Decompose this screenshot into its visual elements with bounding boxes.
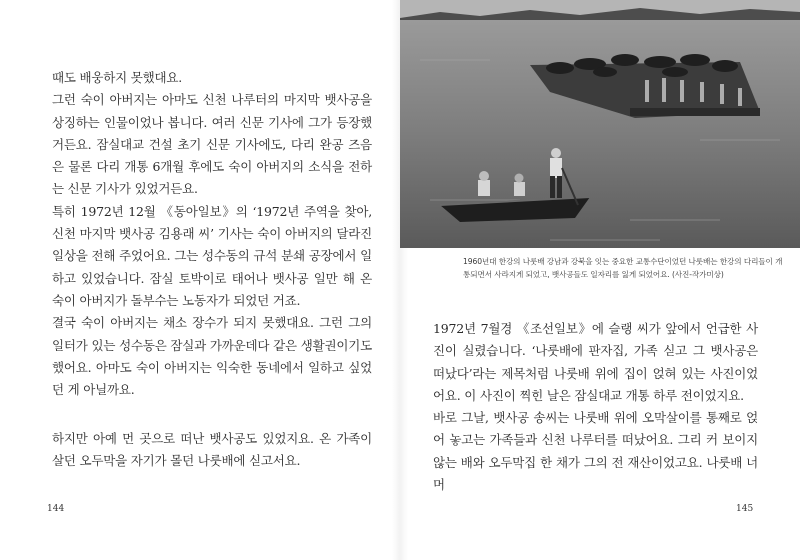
left-page-closing-paragraph: 하지만 아예 먼 곳으로 떠난 뱃사공도 있었지요. 온 가족이 살던 오두막을 자기가 몰던 나룻배에 싣고서요. xyxy=(52,431,372,469)
right-page-body-text: 1972년 7월경 《조선일보》에 슬랭 씨가 앞에서 언급한 사진이 실렸습니다. ‘나룻배에 판자집, 가족 싣고 그 뱃사공은 떠났다’라는 제목처럼 나룻배 위에 집이 얹혀 있는 사진이었어요. 이 사진이 찍힌 날은 잠실대교 개통 하루 전이었지요. 바로 그날, 뱃사공 송씨는 나룻배 위에 오막살이를 통째로 얹어 놓고는 가족들과 신천 나루터를 떠났어요. 그리 커 보이지 않는 배와 오두막집 한 채가 그의 전 재산이었고요. 나룻배 너머 xyxy=(433,321,758,493)
left-page-body-text: 때도 배웅하지 못했대요. 그런 숙이 아버지는 아마도 신천 나루터의 마지막 뱃사공을 상징하는 인물이었나 봅니다. 여러 신문 기사에 그가 등장했거든요. 잠실대교 건설 초기 신문 기사에도, 다리 완공 즈음은 물론 다리 개통 6개월 후에도 숙이 아버지의 소식을 전하는 신문 기사가 있었거든요. 특히 1972년 12월 《동아일보》의 ‘1972년 주역을 찾아, 신천 마지막 뱃사공 김용래 씨’ 기사는 숙이 아버지의 달라진 일상을 전해 주었어요. 그는 성수동의 규석 분쇄 공장에서 일하고 있었습니다. 잠실 토박이로 태어나 뱃사공 일만 해 온 숙이 아버지가 돌부수는 노동자가 되었던 거죠. 결국 숙이 아버지는 채소 장수가 되지 못했대요. 그런 그의 일터가 있는 성수동은 잠실과 가까운데다 같은 생활권이기도 했어요. 아마도 숙이 아버지는 익숙한 동네에서 일하고 싶었던 게 아닐까요. xyxy=(52,70,372,398)
ferry-boat-photo xyxy=(400,0,800,248)
left-page-number: 144 xyxy=(47,504,65,514)
photo-caption: 1960년대 한강의 나룻배 강남과 강북을 잇는 중요한 교통수단이었던 나룻배는 한강의 다리들이 개통되면서 사라지게 되었고, 뱃사공들도 일자리를 잃게 되었어요. (사진-작가미상) xyxy=(463,257,783,279)
right-page-number: 145 xyxy=(736,504,754,514)
